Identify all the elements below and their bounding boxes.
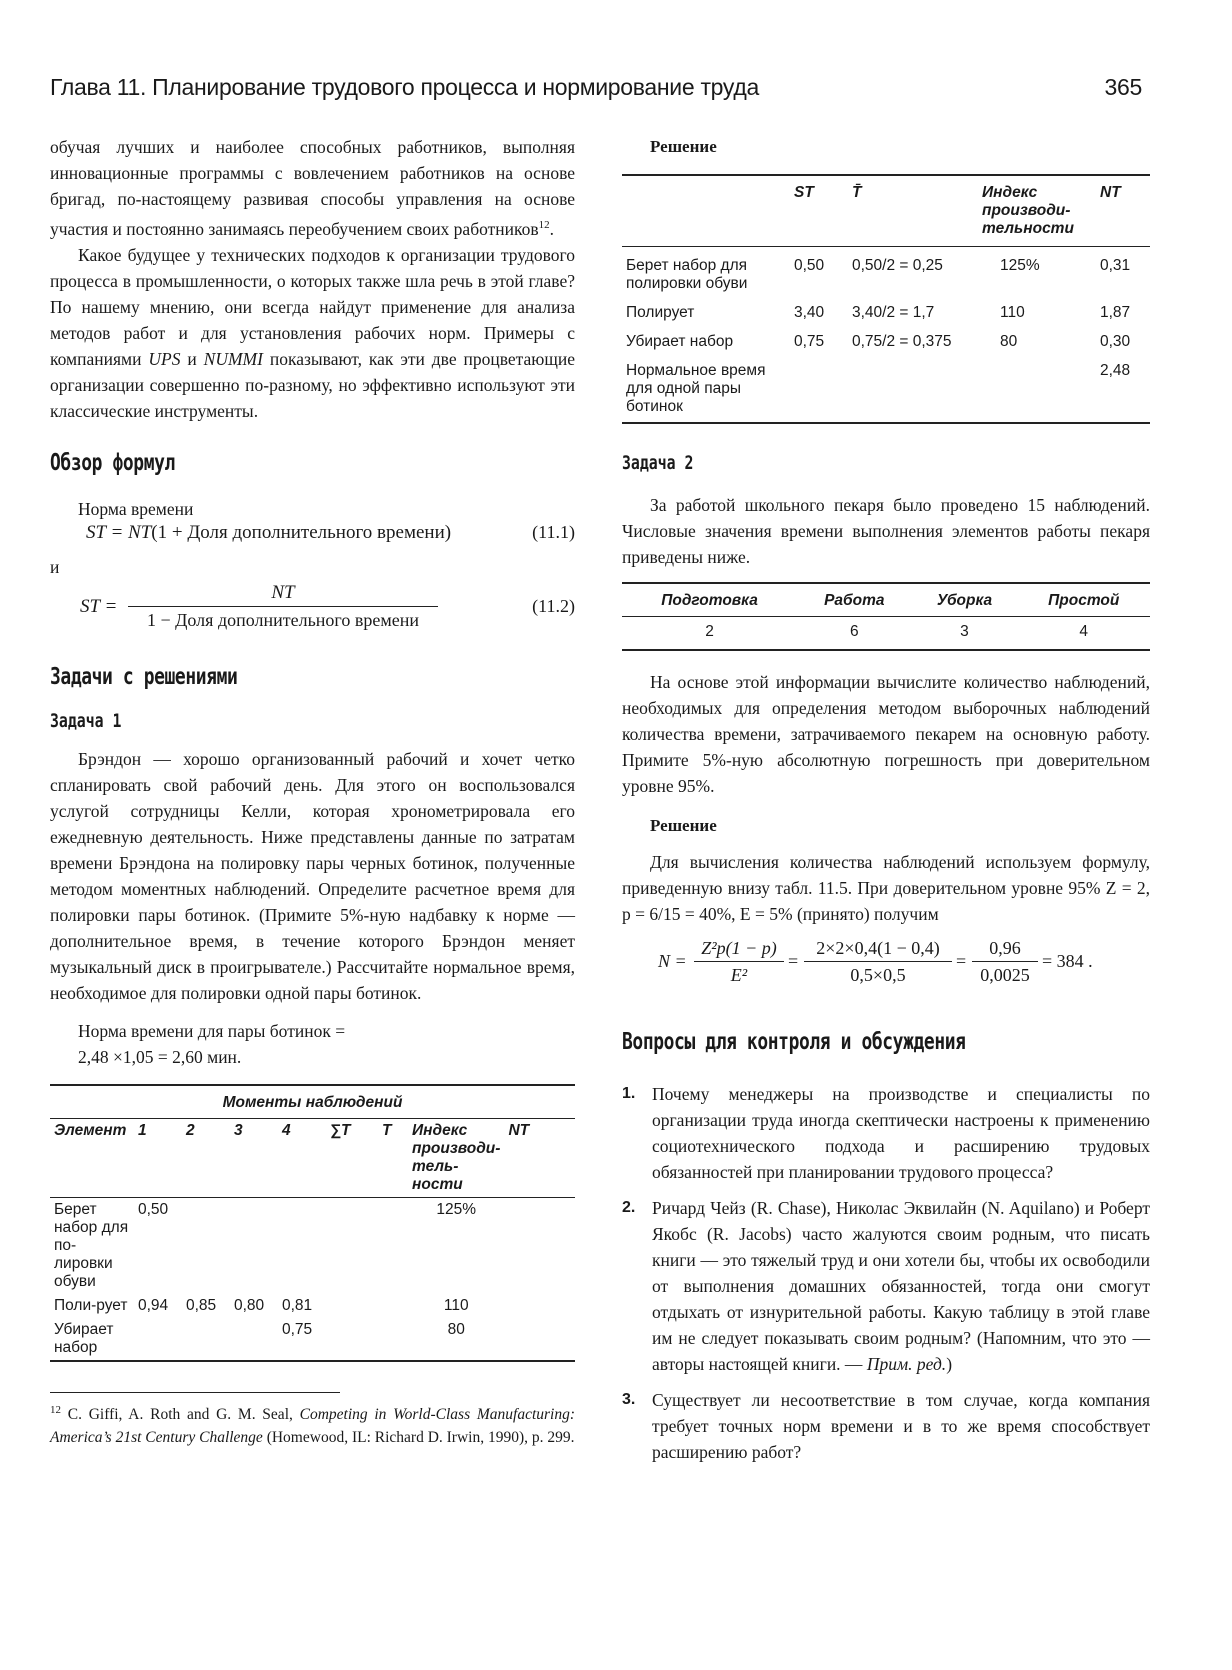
task2-text-2: На основе этой информации вычислите количество наблюдений, необходимых для определения методом выборочных наблюдений количества времени, затрачиваемого пекарем на основную работу. Примите 5%-ную абсолютную погрешность при доверительном уровне 95%. [622, 672, 1150, 796]
table1-header: ∑T [330, 1121, 351, 1139]
task2-text: За работой школьного пекаря было проведено 15 наблюдений. Числовые значения времени выполнения элементов работы пекаря приведены ниже. [622, 495, 1150, 567]
future-paragraph: Какое будущее у технических подходов к организации трудового процесса в промышленности, о которых также шла речь в этой главе? По нашему мнению, они всегда найдут применение для анализа методов работ и для установления рабочих норм. Примеры с компаниями UPS и NUMMI показывают, как эти две процветающие организации совершенно по-разному, но эффективно используют эти классические инструменты. [50, 244, 575, 421]
table-row: Нормальное время для одной пары ботинок 2,48 [622, 354, 1150, 423]
table3-header: Уборка [936, 592, 993, 609]
table3-header: Подготовка [661, 592, 758, 609]
table-row: Берет набор для по-лировки обуви 0,50 125% [54, 1200, 477, 1290]
table2-header: T̄ [852, 184, 862, 201]
baker-table [622, 582, 1150, 651]
questions-list [622, 1081, 1150, 1465]
footnote-ref: 12 [538, 219, 550, 231]
task2-heading: Задача 2 [622, 452, 694, 474]
formula-11-2: ST = NT 1 − Доля дополнительного времени (11.2) [80, 581, 575, 630]
solution1-label: Решение [650, 137, 717, 156]
formulas-heading: Обзор формул [50, 449, 175, 476]
table-row: Полирует 3,40 3,40/2 = 1,7 110 1,87 [626, 304, 1131, 321]
formula-number: (11.1) [532, 521, 575, 542]
table1-header: 2 [186, 1121, 195, 1139]
questions-heading: Вопросы для контроля и обсуждения [622, 1029, 966, 1055]
table2-header [622, 175, 790, 247]
table1-header: 3 [234, 1121, 243, 1139]
and-word: и [50, 556, 60, 577]
problems-heading: Задачи с решениями [50, 663, 238, 690]
table1-group-header: Моменты наблюдений [222, 1093, 403, 1111]
list-item: 1. Почему менеджеры на производстве и специалисты по организации труда иногда скептически настроены к применению социотехнического подхода и расширению трудовых обязанностей при планировании трудового процесса? [622, 1084, 1150, 1182]
table2-header: ST [794, 184, 814, 201]
table-row: Поли-рует 0,94 0,85 0,80 0,81 110 [54, 1296, 469, 1314]
table2-header: Индекс производи-тельности [982, 184, 1074, 237]
table-row: 2 6 3 4 [622, 617, 1150, 651]
running-header-title: Глава 11. Планирование трудового процесса и нормирование труда [50, 74, 759, 100]
normal-time-table [622, 174, 1150, 424]
formula-label: Норма времени [78, 498, 194, 519]
observations-table [50, 1084, 575, 1362]
table1-header: T [382, 1121, 392, 1139]
formula-11-1: ST = NT(1 + Доля дополнительного времени) (11.1) [86, 521, 575, 543]
table3-header: Работа [824, 592, 885, 609]
footnote: $^{12}$ C. Giffi, A. Roth and G. M. Seal, Competing in World-Class Manufacturing: America’s 21st Century Challenge (Homewood, IL: Richard D. Irwin, 1990), p. 299. [50, 1403, 576, 1446]
table1-header: 4 [282, 1121, 291, 1139]
right-column [622, 134, 1150, 1475]
solution2-label: Решение [650, 816, 717, 835]
table-row: Убирает набор 0,75 80 [50, 1318, 575, 1361]
table2-header: NT [1100, 184, 1121, 201]
table1-header: Элемент [54, 1121, 127, 1139]
list-item: 2. Ричард Чейз (R. Chase), Николас Эквилайн (N. Aquilano) и Роберт Якобс (R. Jacobs) часто жалуются своим родным, что писать книги — это тяжелый труд и они хотели бы, чтобы их освободили от выполнения домашних обязанностей, тогда они смогут отдыхать от изнурительной работы. Какую таблицу в этой главе им не следует показывать своим родным? (Напомним, что это — авторы настоящей книги. — Прим. ред.) [622, 1198, 1150, 1374]
table-row: Убирает набор 0,75 0,75/2 = 0,375 80 0,30 [626, 333, 1131, 350]
table1-header: Индекс производи-тель-ности [412, 1121, 501, 1193]
task1-heading: Задача 1 [50, 709, 122, 732]
table1-header: NT [508, 1121, 530, 1139]
table-row: Берет набор для полировки обуви 0,50 0,50/2 = 0,25 125% 0,31 [626, 257, 1131, 292]
table1-header: 1 [138, 1121, 147, 1139]
formula-number: (11.2) [532, 595, 575, 616]
left-column [50, 134, 575, 1449]
list-item: 3. Существует ли несоответствие в том случае, когда компания требует точных норм времени и в то же время способствует расширению работ? [622, 1390, 1150, 1462]
page-number: 365 [1104, 74, 1142, 100]
norm-line-2: 2,48 ×1,05 = 2,60 мин. [78, 1046, 242, 1067]
norm-line-1: Норма времени для пары ботинок = [78, 1020, 346, 1041]
solution2-text: Для вычисления количества наблюдений используем формулу, приведенную внизу табл. 11.5. При доверительном уровне 95% Z = 2, p = 6/15 = 40%, E = 5% (принято) получим [622, 852, 1150, 924]
footnote-rule [50, 1392, 340, 1393]
task1-text: Брэндон — хорошо организованный рабочий и хочет четко спланировать свой рабочий день. Для этого он воспользовался услугой сотрудницы Келли, которая хронометрировала его ежедневную деятельность. Ниже представлены данные по затратам времени Брэндона на полировку пары черных ботинок, полученные методом моментных наблюдений. Определите расчетное время для полировки пары ботинок. (Примите 5%-ную надбавку к норме — дополнительное время, в течение которого Брэндон меняет музыкальный диск в проигрывателе.) Рассчитайте нормальное время, необходимое для полировки одной пары ботинок. [50, 748, 575, 1003]
intro-paragraph: обучая лучших и наиболее способных работников, выполняя инновационные программы с вовлечением работников на основе бригад, по-настоящему развивая способы управления на основе участия и постоянно занимаясь переобучением своих работников$^{12}$. [50, 137, 575, 239]
table3-header: Простой [1048, 592, 1120, 609]
sample-size-formula: N = Z²p(1 − p) E² = 2×2×0,4(1 − 0,4) 0,5×0,5 = 0,96 0,0025 = 384 . [622, 935, 1150, 995]
